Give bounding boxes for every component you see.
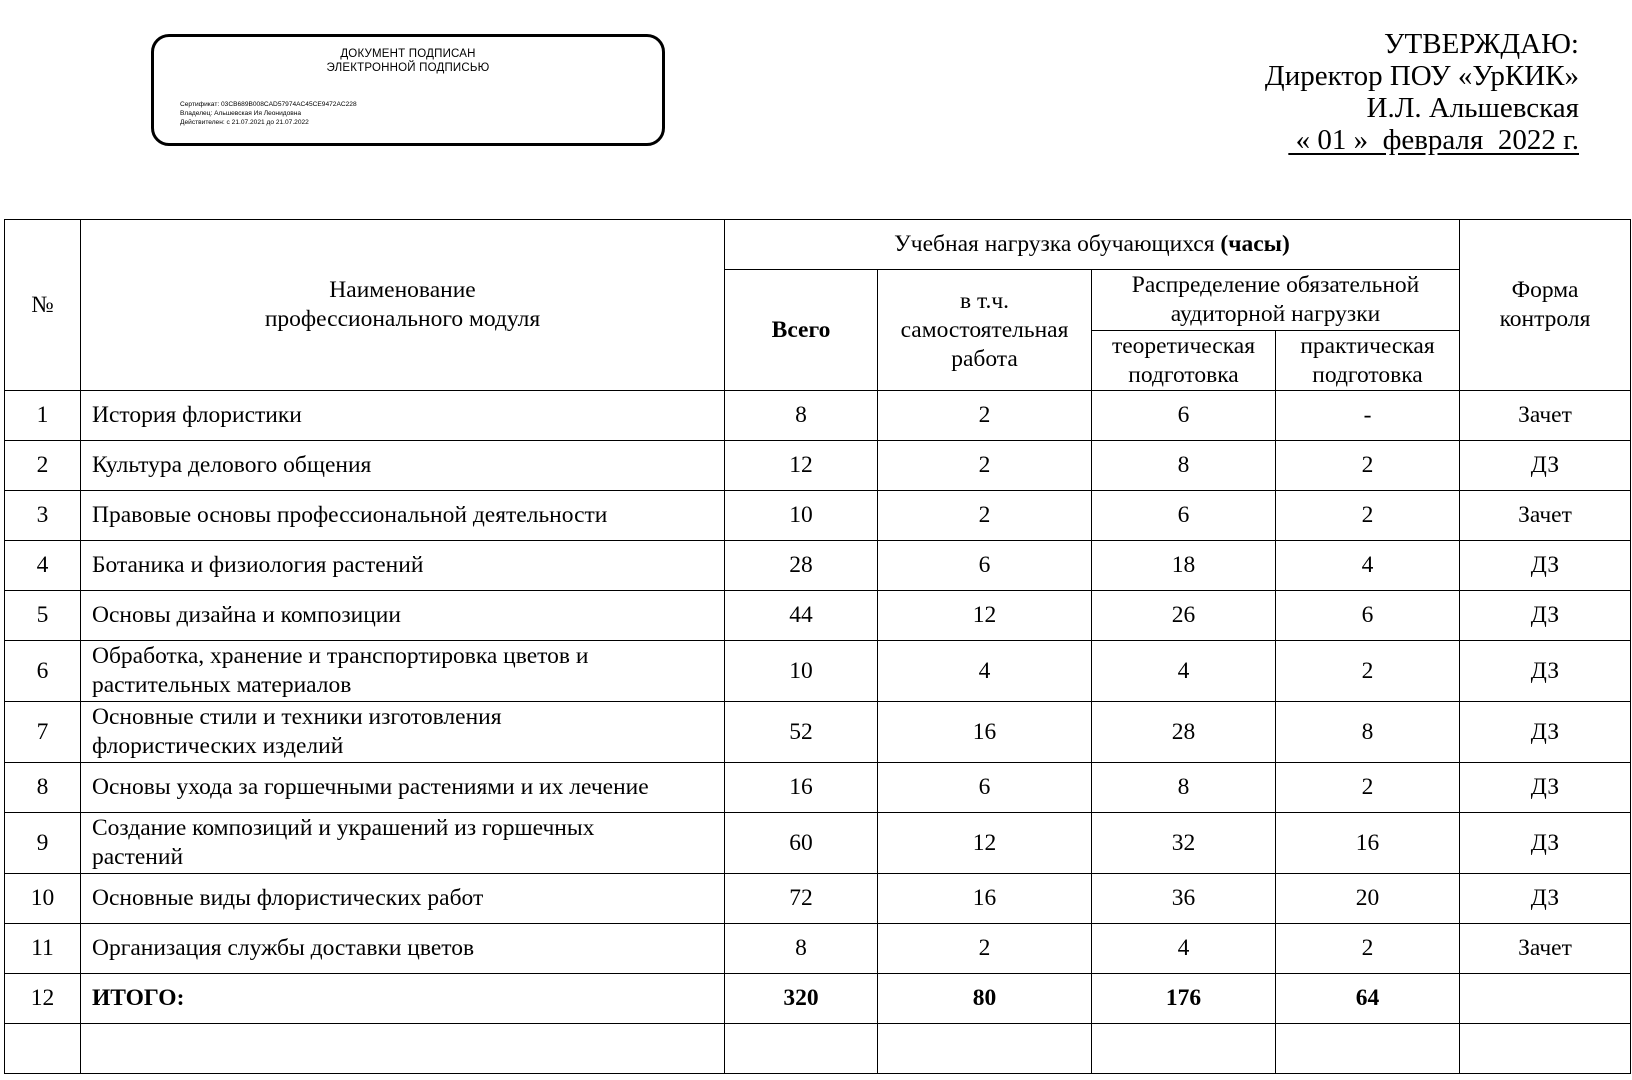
row-practice: 8 [1276,702,1460,763]
header-study-load-unit: (часы) [1220,231,1290,257]
header-theory-line1: теоретическая [1111,332,1256,359]
row-module-name: Основы ухода за горшечными растениями и их лечение [81,763,725,813]
table-row [5,763,1631,813]
table-row [5,874,1631,924]
row-theory: 4 [1092,641,1276,702]
row-total: 28 [725,541,878,591]
stamp-validity: Действителен: с 21.07.2021 до 21.07.2022 [180,119,309,126]
table-row [5,813,1631,874]
total-row-theory: 176 [1092,974,1276,1024]
row-theory: 36 [1092,874,1276,924]
row-self-study: 2 [878,491,1092,541]
row-theory: 8 [1092,763,1276,813]
row-total: 8 [725,391,878,441]
header-distribution [1092,270,1460,331]
row-total: 16 [725,763,878,813]
row-self-study: 16 [878,702,1092,763]
empty-cell [81,1024,725,1074]
row-module-name-line2: растений [92,844,184,870]
row-theory: 8 [1092,441,1276,491]
row-practice: 6 [1276,591,1460,641]
table-row [5,391,1631,441]
row-self-study: 12 [878,813,1092,874]
row-num: 9 [5,813,81,874]
stamp-certificate: Сертификат: 03CB689B008CAD57974AC45CE9472AC228 [180,101,357,108]
row-control: Зачет [1460,924,1631,974]
curriculum-table [4,219,1631,1074]
row-practice: 2 [1276,924,1460,974]
row-self-study: 2 [878,441,1092,491]
row-module-name-line2: растительных материалов [92,672,352,698]
table-row [5,641,1631,702]
header-row-1 [5,220,1631,270]
header-distribution-line1: Распределение обязательной [1131,272,1420,298]
row-practice: - [1276,391,1460,441]
row-control: ДЗ [1460,591,1631,641]
row-self-study: 2 [878,924,1092,974]
approval-heading: УТВЕРЖДАЮ: [1384,28,1579,60]
empty-cell [5,1024,81,1074]
row-num: 2 [5,441,81,491]
row-total: 10 [725,641,878,702]
row-practice: 20 [1276,874,1460,924]
row-module-name: Правовые основы профессиональной деятельности [81,491,725,541]
electronic-signature-stamp [151,34,665,146]
stamp-owner: Владелец: Альшевская Ия Леонидовна [180,110,302,117]
approval-signer: И.Л. Альшевская [1366,92,1579,124]
header-self-study [878,270,1092,391]
total-row-label: ИТОГО: [81,974,725,1024]
row-control: ДЗ [1460,441,1631,491]
approval-date: « 01 » февраля 2022 г. [1288,124,1579,156]
row-total: 10 [725,491,878,541]
row-control: ДЗ [1460,813,1631,874]
row-theory: 6 [1092,391,1276,441]
row-module-name [81,641,725,702]
row-module-name: Основы дизайна и композиции [81,591,725,641]
empty-cell [1460,1024,1631,1074]
row-self-study: 2 [878,391,1092,441]
header-num: № [5,220,81,391]
row-module-name-line1: Создание композиций и украшений из горшечных [92,815,595,841]
row-control: ДЗ [1460,541,1631,591]
row-control: ДЗ [1460,641,1631,702]
row-practice: 16 [1276,813,1460,874]
table-row [5,441,1631,491]
header-module-name-line2: профессионального модуля [264,306,541,332]
empty-row [5,1024,1631,1074]
row-module-name [81,813,725,874]
header-control-form-line1: Форма [1511,277,1579,303]
row-theory: 26 [1092,591,1276,641]
empty-cell [1276,1024,1460,1074]
row-practice: 2 [1276,441,1460,491]
row-practice: 4 [1276,541,1460,591]
approval-block [1265,28,1579,156]
row-self-study: 16 [878,874,1092,924]
header-practice-line1: практическая [1300,332,1435,359]
header-theory-line2: подготовка [1128,361,1239,388]
total-row [5,974,1631,1024]
table-row [5,541,1631,591]
header-distribution-line2: аудиторной нагрузки [1170,301,1381,327]
stamp-title [154,47,662,75]
row-module-name-line2: флористических изделий [92,733,344,759]
row-module-name: История флористики [81,391,725,441]
row-control: Зачет [1460,391,1631,441]
row-self-study: 6 [878,541,1092,591]
total-row-control [1460,974,1631,1024]
header-self-study-line3: работа [951,345,1018,372]
stamp-title-line1: ДОКУМЕНТ ПОДПИСАН [340,48,476,60]
row-theory: 18 [1092,541,1276,591]
header-study-load [725,220,1460,270]
row-module-name [81,702,725,763]
row-num: 11 [5,924,81,974]
stamp-details [180,100,357,127]
row-num: 7 [5,702,81,763]
header-control-form [1460,220,1631,391]
row-control: ДЗ [1460,874,1631,924]
row-total: 8 [725,924,878,974]
row-self-study: 12 [878,591,1092,641]
row-self-study: 4 [878,641,1092,702]
row-module-name: Культура делового общения [81,441,725,491]
header-control-form-line2: контроля [1499,306,1591,332]
row-module-name-line1: Обработка, хранение и транспортировка цветов и [92,643,589,669]
header-study-load-text: Учебная нагрузка обучающихся [894,231,1221,257]
row-theory: 6 [1092,491,1276,541]
row-practice: 2 [1276,641,1460,702]
row-theory: 28 [1092,702,1276,763]
row-self-study: 6 [878,763,1092,813]
header-total: Всего [725,270,878,391]
row-theory: 32 [1092,813,1276,874]
row-control: ДЗ [1460,763,1631,813]
header-module-name [81,220,725,391]
header-practice-line2: подготовка [1312,361,1423,388]
table-row [5,702,1631,763]
row-module-name: Ботаника и физиология растений [81,541,725,591]
table-row [5,924,1631,974]
row-practice: 2 [1276,491,1460,541]
header-practice [1276,331,1460,391]
row-num: 10 [5,874,81,924]
header-theory [1092,331,1276,391]
row-num: 3 [5,491,81,541]
total-row-total: 320 [725,974,878,1024]
row-module-name-line1: Основные стили и техники изготовления [92,704,502,730]
table-row [5,591,1631,641]
row-total: 12 [725,441,878,491]
row-num: 5 [5,591,81,641]
row-control: ДЗ [1460,702,1631,763]
header-self-study-line2: самостоятельная [900,316,1069,343]
total-row-practice: 64 [1276,974,1460,1024]
approval-position: Директор ПОУ «УрКИК» [1264,60,1579,92]
total-row-self-study: 80 [878,974,1092,1024]
row-num: 1 [5,391,81,441]
stamp-title-line2: ЭЛЕКТРОННОЙ ПОДПИСЬЮ [326,62,490,74]
row-module-name: Организация службы доставки цветов [81,924,725,974]
row-num: 4 [5,541,81,591]
row-total: 72 [725,874,878,924]
empty-cell [1092,1024,1276,1074]
total-row-num: 12 [5,974,81,1024]
row-total: 60 [725,813,878,874]
row-num: 8 [5,763,81,813]
row-control: Зачет [1460,491,1631,541]
row-module-name: Основные виды флористических работ [81,874,725,924]
header-self-study-line1: в т.ч. [959,287,1010,314]
row-total: 44 [725,591,878,641]
row-theory: 4 [1092,924,1276,974]
empty-cell [878,1024,1092,1074]
empty-cell [725,1024,878,1074]
header-module-name-line1: Наименование [329,277,476,303]
table-row [5,491,1631,541]
row-total: 52 [725,702,878,763]
row-num: 6 [5,641,81,702]
row-practice: 2 [1276,763,1460,813]
